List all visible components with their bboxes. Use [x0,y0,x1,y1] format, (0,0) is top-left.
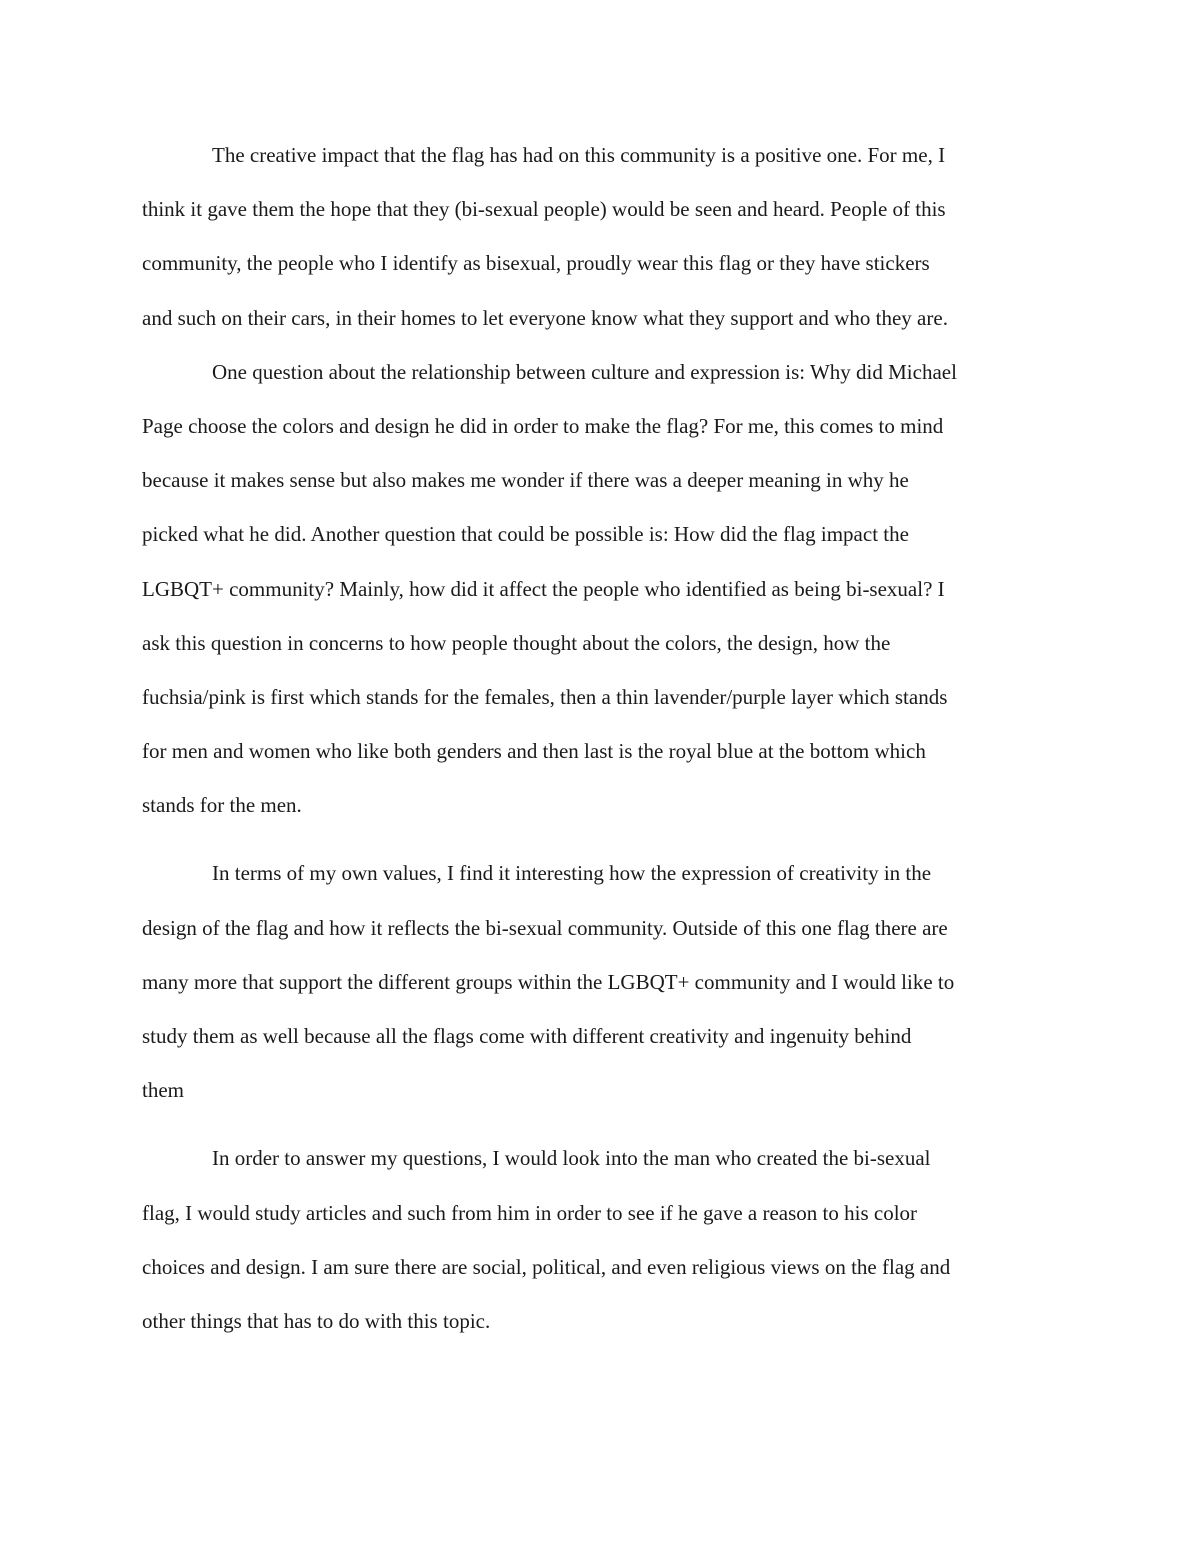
paragraph-line: design of the flag and how it reflects the bi-sexual community. Outside of this one flag there are [142,915,948,940]
paragraph-line: LGBQT+ community? Mainly, how did it affect the people who identified as being bi-sexual? I [142,576,945,601]
paragraph-line: and such on their cars, in their homes to let everyone know what they support and who they are. [142,305,948,330]
paragraph-line: One question about the relationship between culture and expression is: Why did Michael [212,359,957,384]
paragraph-line: other things that has to do with this topic. [142,1308,491,1333]
paragraph-line: picked what he did. Another question that could be possible is: How did the flag impact the [142,522,909,547]
paragraph-line: study them as well because all the flags come with different creativity and ingenuity behind [142,1024,912,1048]
paragraph-line: In terms of my own values, I find it interesting how the expression of creativity in the [212,861,932,886]
paragraph-2 [142,345,1062,833]
paragraph-line: them [142,1078,184,1103]
paragraph-line: because it makes sense but also makes me wonder if there was a deeper meaning in why he [142,468,909,493]
paragraph-spacer [142,832,1062,846]
paragraph-line: stands for the men. [142,793,302,818]
paragraph-line: In order to answer my questions, I would look into the man who created the bi-sexual [212,1146,931,1171]
paragraph-line: choices and design. I am sure there are social, political, and even religious views on the flag and [142,1254,951,1279]
paragraph-line: The creative impact that the flag has had on this community is a positive one. For me, I [212,143,946,167]
paragraph-line: many more that support the different groups within the LGBQT+ community and I would like to [142,969,955,994]
paragraph-line: ask this question in concerns to how people thought about the colors, the design, how the [142,630,891,655]
paragraph-line: Page choose the colors and design he did in order to make the flag? For me, this comes to mind [142,413,944,438]
paragraph-line: fuchsia/pink is first which stands for the females, then a thin lavender/purple layer which stands [142,684,948,709]
paragraph-4 [142,1131,1062,1348]
paragraph-line: for men and women who like both genders and then last is the royal blue at the bottom which [142,739,926,764]
paragraph-3 [142,846,1062,1117]
paragraph-spacer [142,1117,1062,1131]
paragraph-line: community, the people who I identify as bisexual, proudly wear this flag or they have stickers [142,251,930,276]
paragraph-line: flag, I would study articles and such from him in order to see if he gave a reason to his color [142,1200,918,1225]
paragraph-line: think it gave them the hope that they (bi-sexual people) would be seen and heard. People of this [142,197,946,222]
paragraph-1 [142,128,1062,345]
document-body [142,128,1062,1348]
